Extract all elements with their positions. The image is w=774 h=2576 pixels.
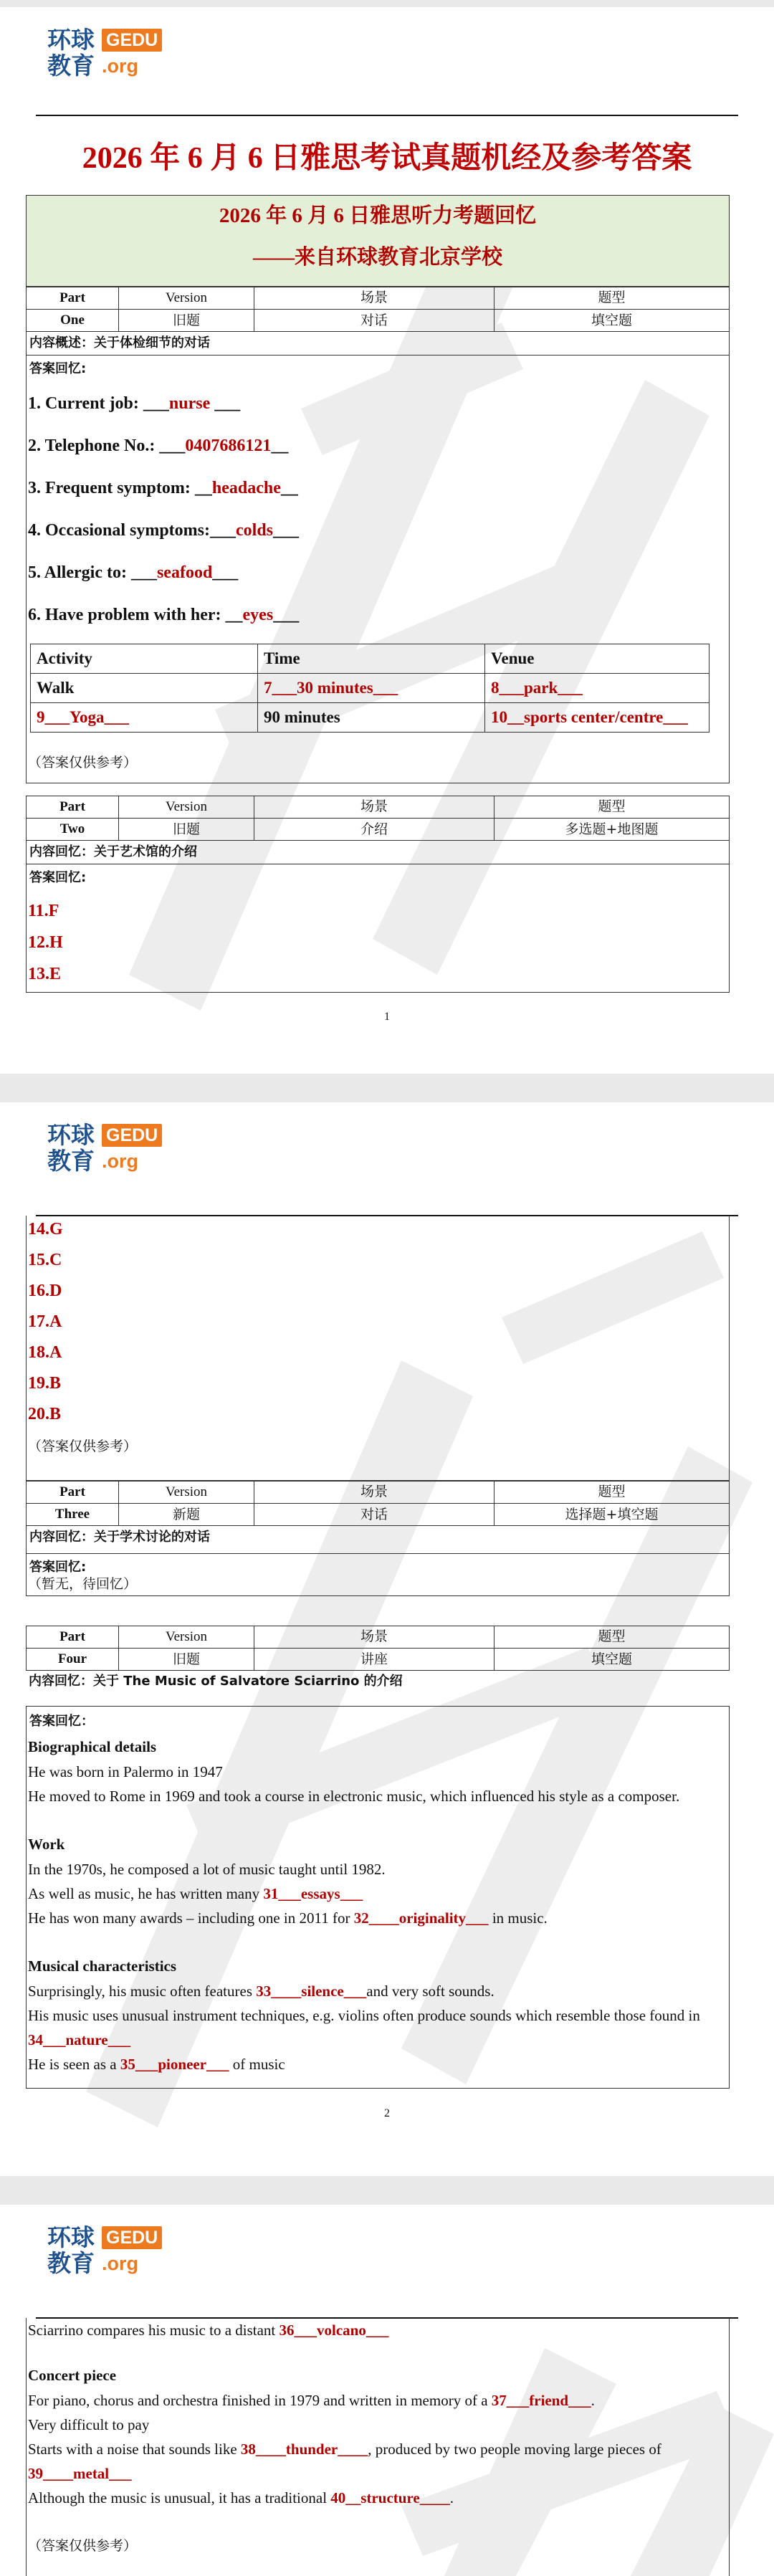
concert-line-4: 39____metal___ xyxy=(28,2465,132,2482)
musical-line-2: His music uses unusual instrument techniques, e.g. violins often produce sounds which resemble those found in xyxy=(28,2007,700,2024)
part3-meta-table xyxy=(26,1481,730,1526)
question-1: 1. Current job: ___nurse ___ xyxy=(28,394,241,413)
part2-version: 旧题 xyxy=(119,819,254,841)
time-cell-2: 90 minutes xyxy=(258,703,485,733)
question-3: 3. Frequent symptom: __headache__ xyxy=(28,479,298,497)
section-header xyxy=(26,195,730,287)
part4-qtype: 填空题 xyxy=(494,1649,730,1671)
brand-logo xyxy=(47,1121,169,1175)
concert-heading: Concert piece xyxy=(28,2367,117,2384)
answer-13: 13.E xyxy=(28,965,62,983)
qtype-header: 题型 xyxy=(494,1626,730,1649)
part2-label-a: Part xyxy=(27,796,119,819)
page-number-1: 1 xyxy=(384,1011,390,1023)
scene-header: 场景 xyxy=(254,796,494,819)
part1-version: 旧题 xyxy=(119,310,254,332)
part4-answer-box xyxy=(26,1706,730,2089)
answer-15: 15.C xyxy=(28,1251,62,1269)
part3-overview: 内容回忆：关于学术讨论的对话 xyxy=(26,1525,730,1554)
venue-header: Venue xyxy=(485,644,710,674)
concert-line-1: For piano, chorus and orchestra finished in 1979 and written in memory of a 37___friend___. xyxy=(28,2392,595,2409)
answer-12: 12.H xyxy=(28,933,63,952)
time-cell-1: 7___30 minutes___ xyxy=(258,674,485,703)
question-4: 4. Occasional symptoms:___colds___ xyxy=(28,521,300,540)
logo-org: .org xyxy=(102,55,138,77)
part3-scene: 对话 xyxy=(254,1504,494,1526)
bio-line-1: He was born in Palermo in 1947 xyxy=(28,1763,223,1780)
work-line-3: He has won many awards – including one in 2011 for 32____originality___ in music. xyxy=(28,1909,548,1927)
logo-cn-top: 环球 xyxy=(47,2223,95,2251)
part3-version: 新题 xyxy=(119,1504,254,1526)
part1-label-b: One xyxy=(27,310,119,332)
work-heading: Work xyxy=(28,1836,65,1853)
brand-logo xyxy=(47,2223,169,2278)
bio-heading: Biographical details xyxy=(28,1738,157,1755)
page-3 xyxy=(0,2205,774,2576)
time-header: Time xyxy=(258,644,485,674)
activity-cell-2: 9___Yoga___ xyxy=(31,703,258,733)
part4-meta-table xyxy=(26,1626,730,1671)
logo-cn-top: 环球 xyxy=(47,1121,95,1149)
logo-gedu: GEDU xyxy=(102,2226,162,2249)
document-title: 2026 年 6 月 6 日雅思考试真题机经及参考答案 xyxy=(82,142,692,175)
version-header: Version xyxy=(119,796,254,819)
part2-label-b: Two xyxy=(27,819,119,841)
answer-17: 17.A xyxy=(28,1312,62,1331)
work-line-1: In the 1970s, he composed a lot of music taught until 1982. xyxy=(28,1861,386,1878)
activity-table xyxy=(30,644,710,733)
activity-cell-1: Walk xyxy=(31,674,258,703)
part4-recall-label: 答案回忆： xyxy=(29,1714,94,1729)
part2-note: （答案仅供参考） xyxy=(28,1439,138,1454)
part2-overview: 内容回忆：关于艺术馆的介绍 xyxy=(26,840,730,864)
activity-header: Activity xyxy=(31,644,258,674)
part2-recall-label: 答案回忆: xyxy=(29,870,87,885)
section-subtitle: ——来自环球教育北京学校 xyxy=(252,246,502,269)
part4-overview: 内容回忆：关于 The Music of Salvatore Sciarrino 的介绍 xyxy=(29,1674,403,1689)
logo-org: .org xyxy=(102,2253,138,2274)
answer-20: 20.B xyxy=(28,1405,62,1423)
part3-label-a: Part xyxy=(27,1482,119,1504)
part4-note: （答案仅供参考） xyxy=(28,2538,138,2554)
version-header: Version xyxy=(119,287,254,310)
part2-meta-table xyxy=(26,796,730,841)
question-2: 2. Telephone No.: ___0407686121__ xyxy=(28,437,289,455)
part3-answer-box xyxy=(26,1553,730,1596)
logo-cn-bottom: 教育 xyxy=(47,2249,95,2277)
part1-note: （答案仅供参考） xyxy=(28,755,138,771)
musical-line-4: He is seen as a 35___pioneer___ of music xyxy=(28,2056,285,2073)
qtype-header: 题型 xyxy=(494,1482,730,1504)
venue-cell-1: 8___park___ xyxy=(485,674,710,703)
answer-18: 18.A xyxy=(28,1343,62,1362)
part1-recall-label: 答案回忆: xyxy=(29,361,87,376)
p3-line-1: Sciarrino compares his music to a distant 36___volcano___ xyxy=(28,2322,389,2339)
logo-org: .org xyxy=(102,1150,138,1172)
answer-14: 14.G xyxy=(28,1220,63,1239)
part2-answer-box xyxy=(26,864,730,993)
part3-recall-label: 答案回忆: xyxy=(29,1560,87,1575)
logo-cn-bottom: 教育 xyxy=(47,52,95,80)
question-5: 5. Allergic to: ___seafood___ xyxy=(28,563,239,582)
header-rule xyxy=(36,115,738,116)
part4-answer-box-cont xyxy=(26,2318,730,2576)
brand-logo xyxy=(47,26,169,80)
musical-line-1: Surprisingly, his music often features 33____silence___and very soft sounds. xyxy=(28,1983,494,2000)
part2-qtype: 多选题+地图题 xyxy=(494,819,730,841)
part2-answer-box-cont xyxy=(26,1216,730,1481)
version-header: Version xyxy=(119,1482,254,1504)
logo-cn-bottom: 教育 xyxy=(47,1147,95,1175)
qtype-header: 题型 xyxy=(494,287,730,310)
page-number-2: 2 xyxy=(384,2107,390,2119)
part1-label-a: Part xyxy=(27,287,119,310)
qtype-header: 题型 xyxy=(494,796,730,819)
section-title: 2026 年 6 月 6 日雅思听力考题回忆 xyxy=(219,204,537,227)
scene-header: 场景 xyxy=(254,1482,494,1504)
part3-qtype: 选择题+填空题 xyxy=(494,1504,730,1526)
part4-version: 旧题 xyxy=(119,1649,254,1671)
page-1 xyxy=(0,7,774,1074)
answer-19: 19.B xyxy=(28,1374,62,1393)
part2-scene: 介绍 xyxy=(254,819,494,841)
page-2 xyxy=(0,1102,774,2176)
answer-16: 16.D xyxy=(28,1282,62,1300)
scene-header: 场景 xyxy=(254,1626,494,1649)
concert-line-5: Although the music is unusual, it has a traditional 40__structure____. xyxy=(28,2489,454,2506)
part3-label-b: Three xyxy=(27,1504,119,1526)
part1-overview: 内容概述：关于体检细节的对话 xyxy=(26,331,730,356)
scene-header: 场景 xyxy=(254,287,494,310)
musical-heading: Musical characteristics xyxy=(28,1957,177,1975)
musical-line-3: 34___nature___ xyxy=(28,2031,131,2048)
part4-label-a: Part xyxy=(27,1626,119,1649)
concert-line-3: Starts with a noise that sounds like 38____thunder____, produced by two people moving large pieces of xyxy=(28,2441,661,2458)
part1-meta-table xyxy=(26,287,730,332)
part4-label-b: Four xyxy=(27,1649,119,1671)
bio-line-2: He moved to Rome in 1969 and took a course in electronic music, which influenced his style as a composer. xyxy=(28,1788,680,1805)
question-6: 6. Have problem with her: __eyes___ xyxy=(28,606,300,624)
part3-pending: （暂无，待回忆） xyxy=(28,1576,138,1592)
venue-cell-2: 10__sports center/centre___ xyxy=(485,703,710,733)
version-header: Version xyxy=(119,1626,254,1649)
logo-gedu: GEDU xyxy=(102,29,162,52)
logo-gedu: GEDU xyxy=(102,1124,162,1147)
logo-cn-top: 环球 xyxy=(47,26,95,54)
concert-line-2: Very difficult to pay xyxy=(28,2416,150,2433)
part1-qtype: 填空题 xyxy=(494,310,730,332)
work-line-2: As well as music, he has written many 31___essays___ xyxy=(28,1885,363,1902)
part4-scene: 讲座 xyxy=(254,1649,494,1671)
answer-11: 11.F xyxy=(28,902,59,920)
part1-scene: 对话 xyxy=(254,310,494,332)
